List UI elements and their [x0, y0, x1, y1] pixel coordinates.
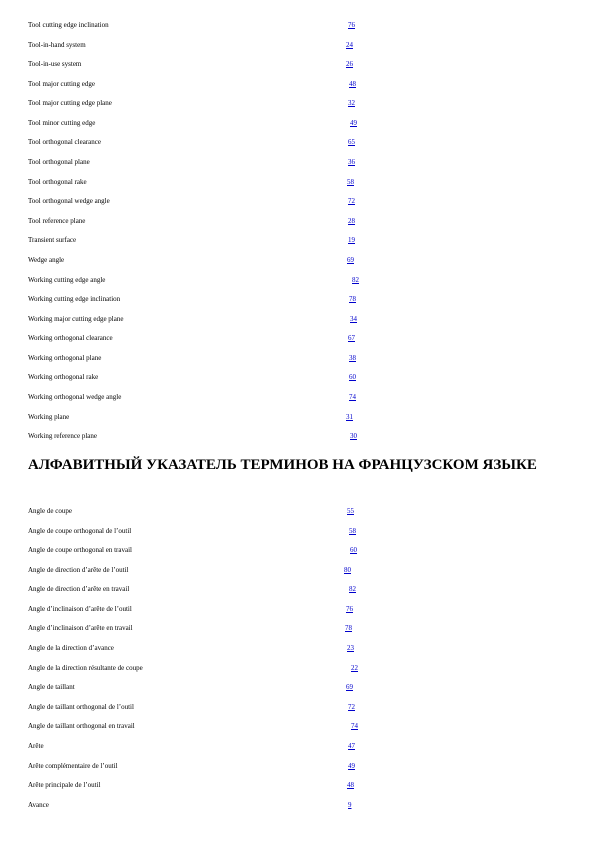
- page-link[interactable]: 49: [350, 119, 357, 127]
- page-link[interactable]: 9: [348, 801, 352, 809]
- index-term: Working orthogonal plane: [28, 354, 102, 362]
- index-term: Tool-in-use system: [28, 60, 82, 68]
- index-term: Angle de coupe orthogonal en travail: [28, 546, 132, 554]
- index-entry: [28, 18, 568, 32]
- page-link[interactable]: 38: [349, 354, 356, 362]
- index-term: Working reference plane: [28, 432, 98, 440]
- index-entry: [28, 759, 568, 773]
- index-entry: [28, 661, 568, 675]
- index-entry: [28, 38, 568, 52]
- page-link[interactable]: 69: [346, 683, 353, 691]
- index-term: Arête complémentaire de l’outil: [28, 762, 118, 770]
- index-term: Angle de taillant orthogonal en travail: [28, 722, 135, 730]
- index-term: Angle de taillant orthogonal de l’outil: [28, 703, 134, 711]
- index-entry: [28, 57, 568, 71]
- index-term: Tool minor cutting edge: [28, 119, 96, 127]
- index-entry: [28, 390, 568, 404]
- index-term: Tool cutting edge inclination: [28, 21, 109, 29]
- page-link[interactable]: 69: [347, 256, 354, 264]
- index-entry: [28, 719, 568, 733]
- index-entry: [28, 312, 568, 326]
- page-link[interactable]: 47: [348, 742, 355, 750]
- section-heading: АЛФАВИТНЫЙ УКАЗАТЕЛЬ ТЕРМИНОВ НА ФРАНЦУЗСКОМ ЯЗЫКЕ: [28, 457, 537, 473]
- index-term: Working orthogonal clearance: [28, 334, 113, 342]
- page-link[interactable]: 49: [348, 762, 355, 770]
- index-entry: [28, 253, 568, 267]
- index-entry: [28, 292, 568, 306]
- index-term: Arête principale de l’outil: [28, 781, 101, 789]
- index-term: Working cutting edge angle: [28, 276, 106, 284]
- page-link[interactable]: 72: [348, 197, 355, 205]
- page-link[interactable]: 55: [347, 507, 354, 515]
- page-link[interactable]: 34: [350, 315, 357, 323]
- index-entry: [28, 778, 568, 792]
- index-term: Working orthogonal wedge angle: [28, 393, 122, 401]
- page-link[interactable]: 32: [348, 99, 355, 107]
- index-term: Angle de direction d’arête de l’outil: [28, 566, 129, 574]
- index-term: Angle de la direction d’avance: [28, 644, 114, 652]
- page-link[interactable]: 19: [348, 236, 355, 244]
- index-entry: [28, 214, 568, 228]
- page-link[interactable]: 31: [346, 413, 353, 421]
- index-term: Tool major cutting edge: [28, 80, 95, 88]
- index-entry: [28, 175, 568, 189]
- page-link[interactable]: 48: [349, 80, 356, 88]
- index-entry: [28, 680, 568, 694]
- index-entry: [28, 116, 568, 130]
- index-entry: [28, 155, 568, 169]
- index-term: Arête: [28, 742, 44, 750]
- index-entry: [28, 700, 568, 714]
- page-link[interactable]: 26: [346, 60, 353, 68]
- index-term: Tool reference plane: [28, 217, 86, 225]
- index-term: Avance: [28, 801, 49, 809]
- index-entry: [28, 739, 568, 753]
- index-entry: [28, 370, 568, 384]
- page-link[interactable]: 58: [349, 527, 356, 535]
- page-link[interactable]: 67: [348, 334, 355, 342]
- index-term: Tool orthogonal wedge angle: [28, 197, 110, 205]
- index-term: Angle de coupe: [28, 507, 72, 515]
- index-term: Angle de la direction résultante de coupe: [28, 664, 143, 672]
- page-link[interactable]: 48: [347, 781, 354, 789]
- page-link[interactable]: 36: [348, 158, 355, 166]
- index-entry: [28, 602, 568, 616]
- page-link[interactable]: 76: [348, 21, 355, 29]
- index-entry: [28, 798, 568, 812]
- index-entry: [28, 410, 568, 424]
- page-link[interactable]: 22: [351, 664, 358, 672]
- index-entry: [28, 273, 568, 287]
- index-term: Working major cutting edge plane: [28, 315, 124, 323]
- index-entry: [28, 96, 568, 110]
- index-term: Wedge angle: [28, 256, 65, 264]
- index-term: Angle d’inclinaison d’arête de l’outil: [28, 605, 132, 613]
- page-link[interactable]: 28: [348, 217, 355, 225]
- page-link[interactable]: 78: [345, 624, 352, 632]
- page-link[interactable]: 82: [349, 585, 356, 593]
- index-term: Working orthogonal rake: [28, 373, 99, 381]
- index-term: Angle de direction d’arête en travail: [28, 585, 130, 593]
- index-term: Transient surface: [28, 236, 77, 244]
- index-entry: [28, 621, 568, 635]
- index-term: Tool orthogonal rake: [28, 178, 87, 186]
- index-entry: [28, 524, 568, 538]
- index-entry: [28, 351, 568, 365]
- index-entry: [28, 233, 568, 247]
- index-entry: [28, 563, 568, 577]
- page-link[interactable]: 82: [352, 276, 359, 284]
- index-term: Tool orthogonal plane: [28, 158, 90, 166]
- page-link[interactable]: 74: [349, 393, 356, 401]
- page-link[interactable]: 30: [350, 432, 357, 440]
- index-entry: [28, 194, 568, 208]
- page-link[interactable]: 65: [348, 138, 355, 146]
- index-entry: [28, 429, 568, 443]
- page-link[interactable]: 74: [351, 722, 358, 730]
- index-entry: [28, 582, 568, 596]
- index-entry: [28, 641, 568, 655]
- page-link[interactable]: 58: [347, 178, 354, 186]
- page-link[interactable]: 72: [348, 703, 355, 711]
- index-term: Tool-in-hand system: [28, 41, 86, 49]
- page-link[interactable]: 60: [349, 373, 356, 381]
- page-link[interactable]: 80: [344, 566, 351, 574]
- index-term: Angle de coupe orthogonal de l’outil: [28, 527, 132, 535]
- page-link[interactable]: 78: [349, 295, 356, 303]
- index-term: Tool major cutting edge plane: [28, 99, 112, 107]
- page-link[interactable]: 60: [350, 546, 357, 554]
- page-link[interactable]: 23: [347, 644, 354, 652]
- index-term: Working plane: [28, 413, 70, 421]
- index-entry: [28, 504, 568, 518]
- index-entry: [28, 543, 568, 557]
- index-term: Working cutting edge inclination: [28, 295, 121, 303]
- page-link[interactable]: 76: [346, 605, 353, 613]
- index-entry: [28, 331, 568, 345]
- page-link[interactable]: 24: [346, 41, 353, 49]
- index-term: Tool orthogonal clearance: [28, 138, 101, 146]
- index-entry: [28, 77, 568, 91]
- index-entry: [28, 135, 568, 149]
- index-term: Angle d’inclinaison d’arête en travail: [28, 624, 133, 632]
- index-term: Angle de taillant: [28, 683, 75, 691]
